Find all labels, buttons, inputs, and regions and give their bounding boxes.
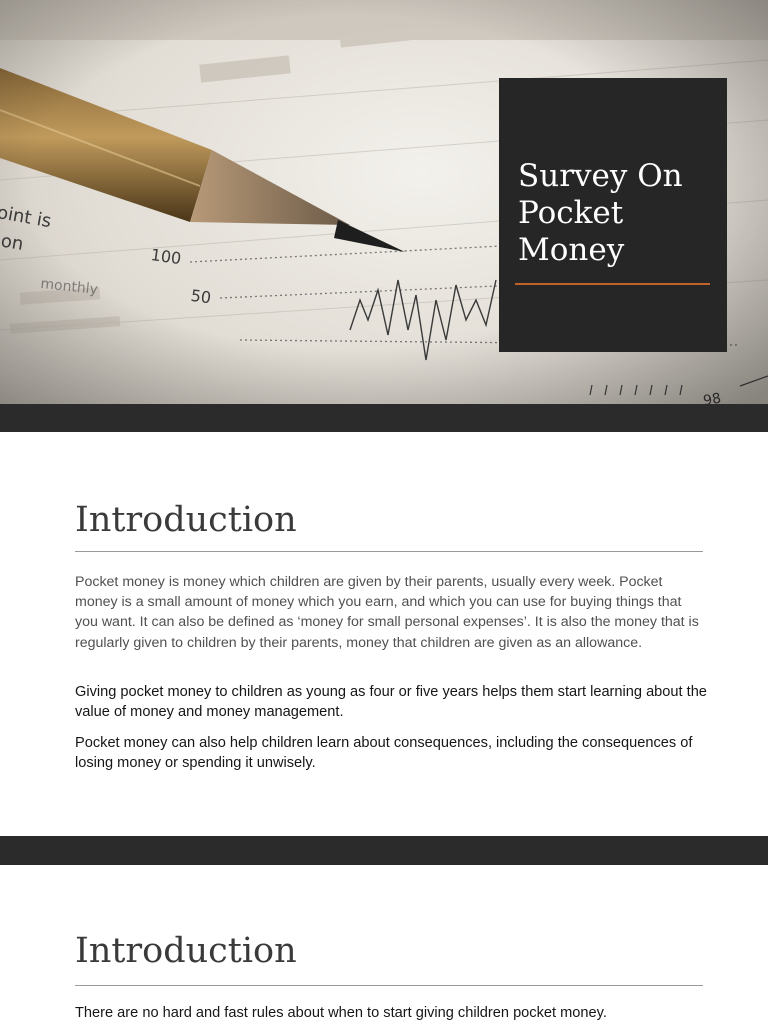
- body-paragraph: There are no hard and fast rules about when to start giving children pocket money.: [75, 1005, 607, 1021]
- title-slide: [0, 0, 768, 432]
- heading-rule: [75, 551, 703, 552]
- slide-heading: Introduction: [75, 500, 297, 540]
- slide-bottom-band: [0, 404, 768, 432]
- introduction-slide-2: [0, 865, 768, 1024]
- body-paragraph: Pocket money is money which children are given by their parents, usually every week. Pocket money is a small amount of money which you earn, and which you can use for buying things that you want. It can also be defined as ‘money for small personal expenses’. It is also the money that is regularly given to children by their parents, money that children are given as an allowance.: [75, 574, 699, 651]
- heading-rule: [75, 985, 703, 986]
- slide-heading: Introduction: [75, 931, 297, 971]
- title-accent-rule: [515, 283, 710, 285]
- title-box: [499, 78, 727, 352]
- body-paragraph: Pocket money can also help children learn about consequences, including the consequences of losing money or spending it unwisely.: [75, 735, 693, 772]
- slide-separator: [0, 836, 768, 865]
- introduction-slide: [0, 432, 768, 836]
- body-paragraph: Giving pocket money to children as young as four or five years helps them start learning about the value of money and money management.: [75, 684, 707, 721]
- presentation-title: Survey On Pocket Money: [518, 158, 683, 268]
